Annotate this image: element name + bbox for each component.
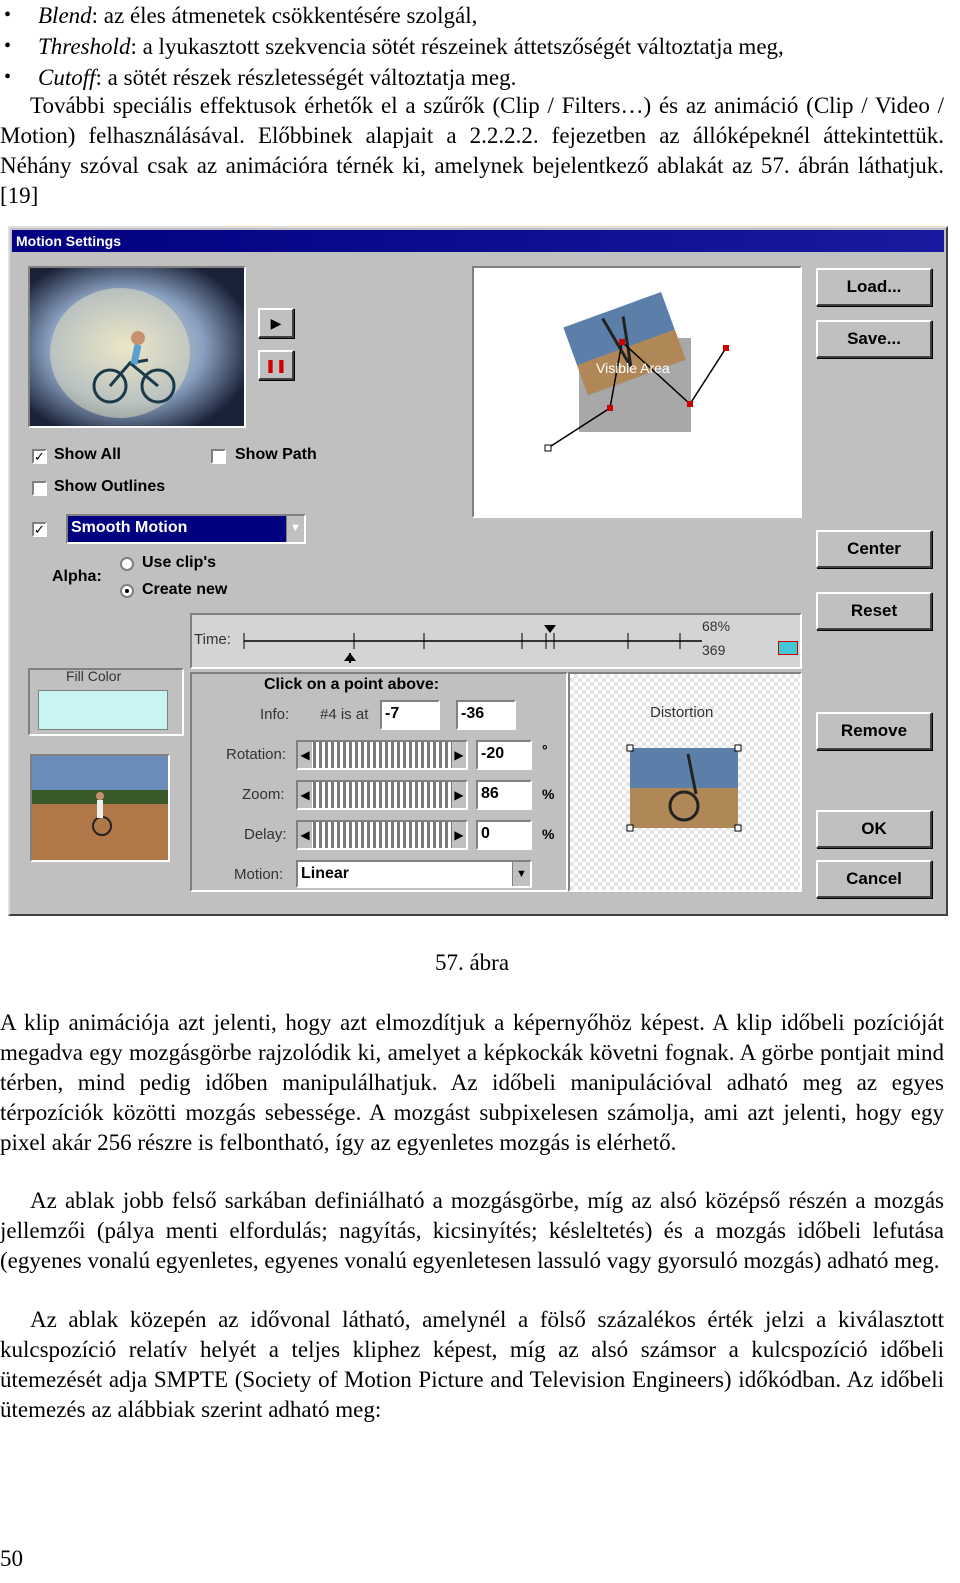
remove-button[interactable]: Remove <box>816 712 932 750</box>
alpha-use-clip-radio[interactable] <box>120 557 134 571</box>
left-arrow-icon[interactable]: ◀ <box>298 782 312 808</box>
fill-color-swatch[interactable] <box>38 690 168 730</box>
chevron-down-icon[interactable]: ▼ <box>286 516 304 542</box>
save-button[interactable]: Save... <box>816 320 932 358</box>
distortion-preview-graphic <box>626 744 744 834</box>
list-item <box>0 31 950 62</box>
cyclists-thumbnail-graphic <box>32 756 168 860</box>
info-label: Info: <box>260 706 290 723</box>
time-percent: 68% <box>702 618 731 634</box>
list-item <box>0 62 950 93</box>
center-button[interactable]: Center <box>816 530 932 568</box>
motion-path-canvas[interactable] <box>472 266 802 518</box>
right-arrow-icon[interactable]: ▶ <box>452 782 466 808</box>
timeline-panel <box>190 613 802 669</box>
stop-button[interactable] <box>258 350 294 380</box>
page-number: 50 <box>0 1546 23 1571</box>
alpha-create-new-label: Create new <box>142 581 228 598</box>
chevron-down-icon[interactable]: ▼ <box>512 862 530 886</box>
list-item-term: Threshold <box>38 34 131 59</box>
effects-list <box>0 0 950 93</box>
show-path-label: Show Path <box>235 446 317 463</box>
smooth-motion-select[interactable] <box>66 514 306 544</box>
rotation-field[interactable]: -20 <box>476 740 532 770</box>
end-marker-icon[interactable] <box>778 641 798 655</box>
zoom-slider[interactable] <box>296 780 468 810</box>
body-paragraph-1: A klip animációja azt jelenti, hogy azt elmozdítjuk a képernyőhöz képest. A klip időbeli pozícióját megadva egy mozgásgörbe rajzolódik ki, amelyet a képkockák követni fognak. A görbe pontjait mind térben, mind pedig időben manipulálhatjuk. Az időbeli manipulációval adható meg az egyes térpozíciók közötti mozgás sebessége. A mozgást subpixelesen számolja, ami azt jelenti, hogy egy pixel akár 256 részre is felbontható, így az egyenletes mozgás is elérhető. <box>0 1010 944 1155</box>
reset-button[interactable]: Reset <box>816 592 932 630</box>
info-x-field[interactable]: -7 <box>380 700 440 730</box>
zoom-label: Zoom: <box>242 786 285 803</box>
delay-field[interactable]: 0 <box>476 820 532 850</box>
list-item-term: Cutoff <box>38 65 96 90</box>
load-button[interactable]: Load... <box>816 268 932 306</box>
rotation-label: Rotation: <box>226 746 287 763</box>
time-label: Time: <box>194 631 231 648</box>
smooth-motion-checkbox[interactable]: ✓ <box>32 522 47 537</box>
click-instruction: Click on a point above: <box>264 676 440 693</box>
alpha-use-clip-label: Use clip's <box>142 554 217 571</box>
show-path-checkbox[interactable] <box>211 449 226 464</box>
fill-color-group <box>28 668 184 736</box>
list-item-text: : a lyukasztott szekvencia sötét részeinek áttetszőségét változtatja meg, <box>130 34 784 59</box>
distortion-panel[interactable] <box>568 672 802 892</box>
delay-slider[interactable] <box>296 820 468 850</box>
cancel-button[interactable]: Cancel <box>816 860 932 898</box>
left-arrow-icon[interactable]: ◀ <box>298 822 312 848</box>
clip-thumbnail <box>30 754 170 862</box>
show-outlines-checkbox[interactable] <box>32 481 47 496</box>
alpha-create-new-radio[interactable] <box>120 584 134 598</box>
show-outlines-label: Show Outlines <box>54 478 166 495</box>
list-item <box>0 0 950 31</box>
left-arrow-icon[interactable]: ◀ <box>298 742 312 768</box>
motion-path-graphic <box>474 268 800 516</box>
body-paragraph-3: Az ablak közepén az idővonal látható, amelynél a fölső százalékos érték jelzi a kiválasztott kulcspozíció relatív helyét a teljes kliphez képest, míg az alsó számsor a kulcspozíció időbeli ütemezését adja SMPTE (Society of Motion Picture and Television Engineers) időkódban. Az időbeli ütemezés az alábbiak szerint adható meg: <box>0 1307 944 1422</box>
figure-caption: 57. ábra <box>434 950 510 975</box>
timeline-track[interactable] <box>240 619 710 665</box>
delay-label: Delay: <box>244 826 287 843</box>
motion-value: Linear <box>301 865 350 882</box>
rotation-slider[interactable] <box>296 740 468 770</box>
right-arrow-icon[interactable]: ▶ <box>452 742 466 768</box>
zoom-field[interactable]: 86 <box>476 780 532 810</box>
intro-paragraph: További speciális effektusok érhetők el a szűrők (Clip / Filters…) és az animáció (Clip / Video / Motion) felhasználásával. Előbbinek alapjait a 2.2.2.2. fejezetben az állóképeknél áttekintettük. Néhány szóval csak az animációra térnék ki, amelynek bejelentkező ablakát az 57. ábrán láthatjuk. [19] <box>0 93 944 208</box>
time-frame: 369 <box>702 642 726 658</box>
rotation-unit: ° <box>542 742 548 758</box>
alpha-label: Alpha: <box>52 568 102 585</box>
show-all-label: Show All <box>54 446 121 463</box>
bicycle-preview-graphic <box>30 268 244 426</box>
list-item-term: Blend <box>38 3 92 28</box>
preview-image <box>28 266 246 428</box>
motion-settings-dialog <box>8 226 948 916</box>
smooth-motion-value: Smooth Motion <box>71 519 188 536</box>
distortion-label: Distortion <box>650 704 714 721</box>
body-paragraph-2: Az ablak jobb felső sarkában definiálható a mozgásgörbe, míg az alsó középső részén a mozgás jellemzői (pálya menti elfordulás; nagyítás, kicsinyítés; késleltetés) és a mozgás időbeli lefutása (egyenes vonalú egyenletes, egyenes vonalú egyenletesen lassuló vagy gyorsuló mozgás) adható meg. <box>0 1188 944 1273</box>
show-all-checkbox[interactable]: ✓ <box>32 449 47 464</box>
info-y-field[interactable]: -36 <box>456 700 516 730</box>
visible-area-label: Visible Area <box>596 360 670 376</box>
zoom-unit: % <box>542 786 555 802</box>
dialog-title: Motion Settings <box>12 230 944 252</box>
delay-unit: % <box>542 826 555 842</box>
ok-button[interactable]: OK <box>816 810 932 848</box>
fill-color-label: Fill Color <box>66 668 122 684</box>
list-item-text: : az éles átmenetek csökkentésére szolgál, <box>91 3 478 28</box>
right-arrow-icon[interactable]: ▶ <box>452 822 466 848</box>
motion-label: Motion: <box>234 866 284 883</box>
play-icon: ▶ <box>270 315 282 331</box>
pause-icon: ❚❚ <box>265 358 287 373</box>
info-point: #4 is at <box>320 706 369 723</box>
play-button[interactable] <box>258 308 294 338</box>
list-item-text: : a sötét részek részletességét változtatja meg. <box>95 65 517 90</box>
attributes-panel <box>190 672 568 892</box>
motion-select[interactable] <box>296 860 532 888</box>
